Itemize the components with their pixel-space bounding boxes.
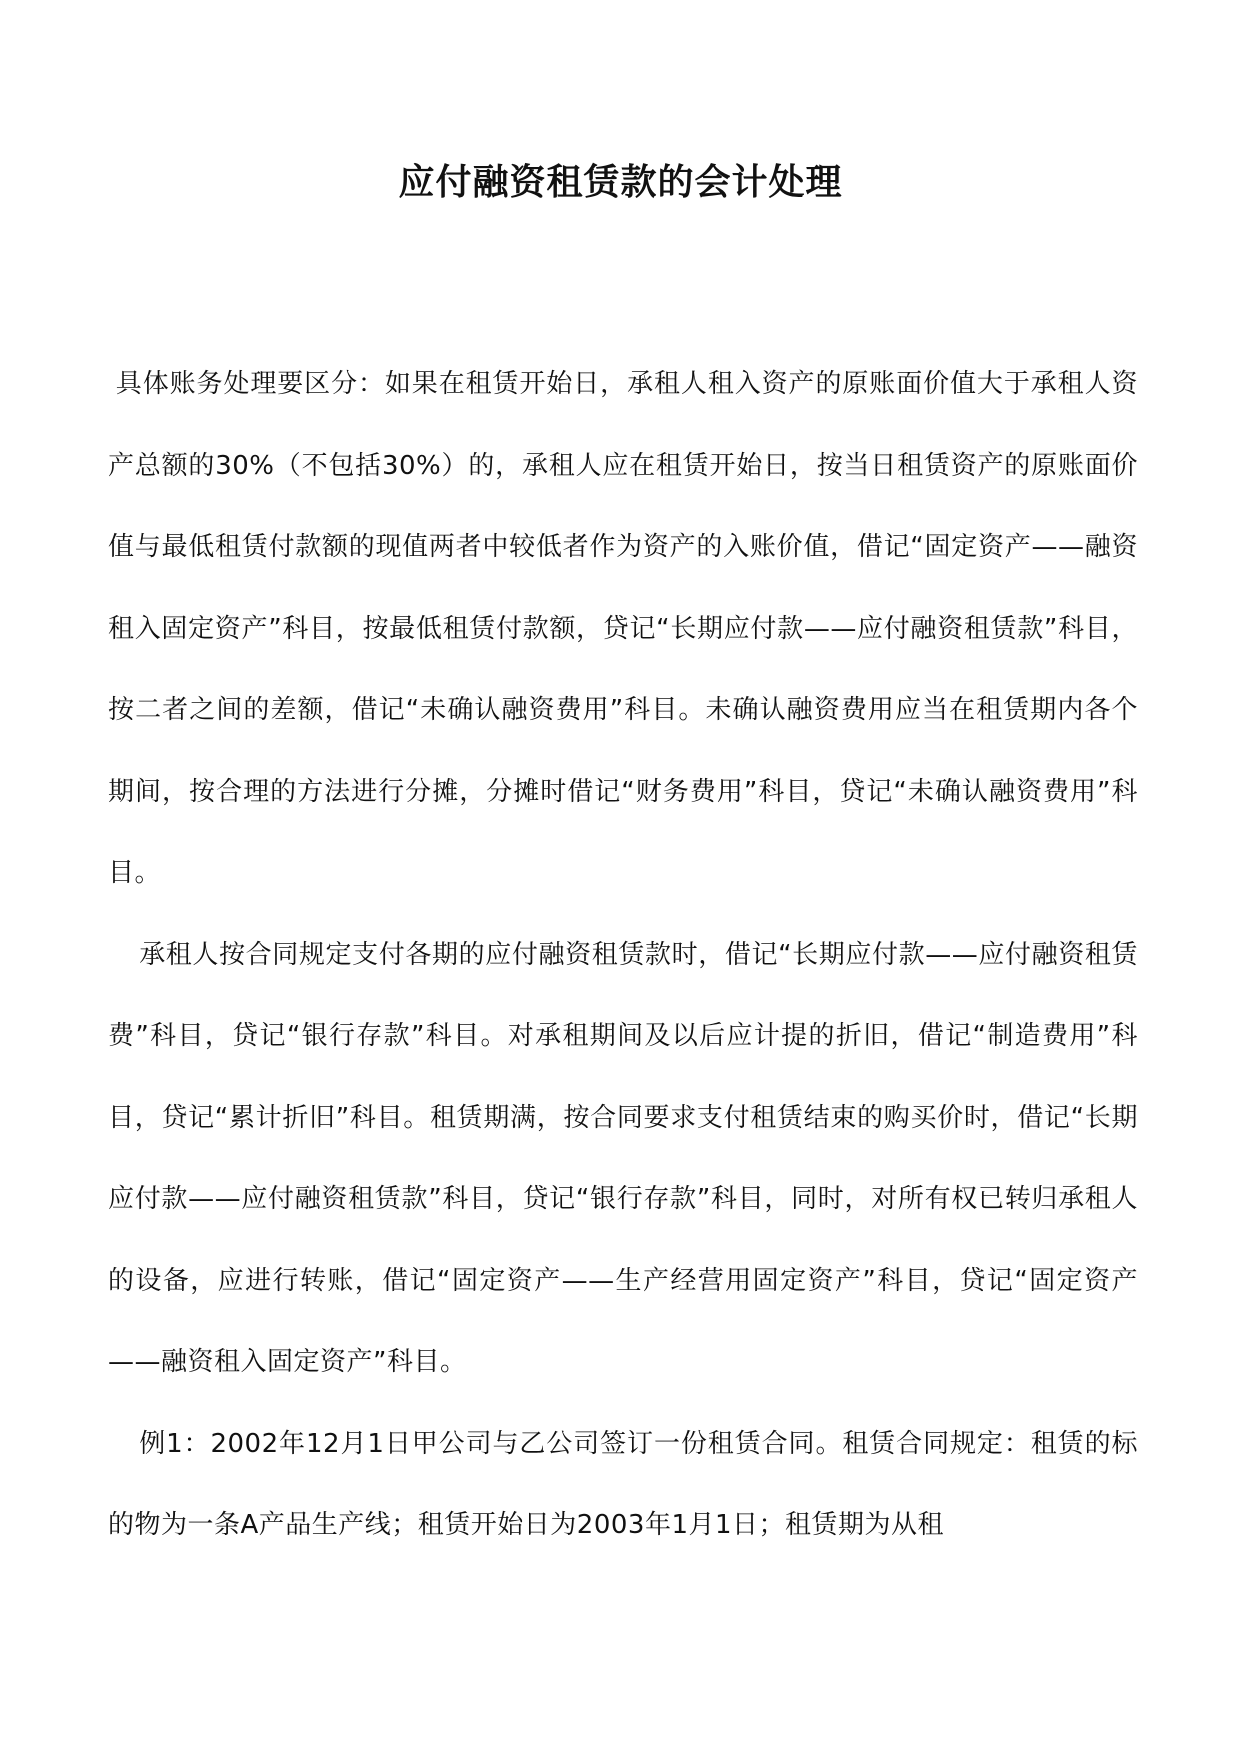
paragraph-accounting-treatment: 具体账务处理要区分：如果在租赁开始日，承租人租入资产的原账面价值大于承租人资产总额的30%（不包括30%）的，承租人应在租赁开始日，按当日租赁资产的原账面价值与最低租赁付款额的现值两者中较低者作为资产的入账价值，借记“固定资产——融资租入固定资产”科目，按最低租赁付款额，贷记“长期应付款——应付融资租赁款”科目，按二者之间的差额，借记“未确认融资费用”科目。未确认融资费用应当在租赁期内各个期间，按合理的方法进行分摊，分摊时借记“财务费用”科目，贷记“未确认融资费用”科目。 xyxy=(108,369,1138,888)
paragraph-lease-payment: 承租人按合同规定支付各期的应付融资租赁款时，借记“长期应付款——应付融资租赁费”科目，贷记“银行存款”科目。对承租期间及以后应计提的折旧，借记“制造费用”科目，贷记“累计折旧”科目。租赁期满，按合同要求支付租赁结束的购买价时，借记“长期应付款——应付融资租赁款”科目，贷记“银行存款”科目，同时，对所有权已转归承租人的设备，应进行转账，借记“固定资产——生产经营用固定资产”科目，贷记“固定资产——融资租入固定资产”科目。 xyxy=(108,939,1138,1377)
document-body xyxy=(108,344,1138,1567)
document-title: 应付融资租赁款的会计处理 xyxy=(398,161,843,203)
paragraph-example-1: 例1：2002年12月1日甲公司与乙公司签订一份租赁合同。租赁合同规定：租赁的标的物为一条A产品生产线；租赁开始日为2003年1月1日；租赁期为从租 xyxy=(108,1428,1138,1540)
